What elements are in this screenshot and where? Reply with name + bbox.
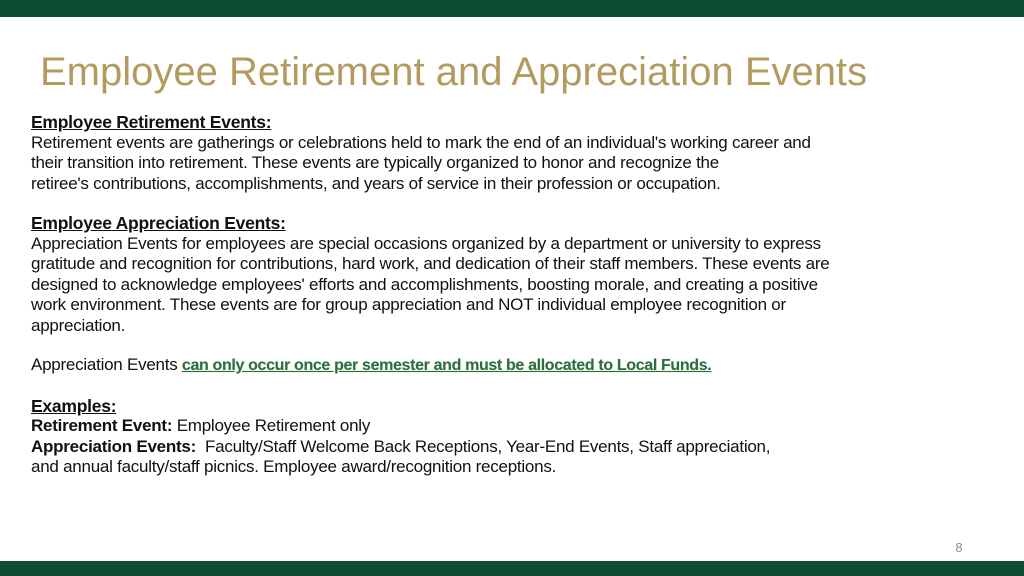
page-number: 8 [955, 540, 963, 555]
appreciation-line-3: designed to acknowledge employees' efforts and accomplishments, boosting morale, and creating a positive [31, 274, 818, 294]
bottom-accent-bar [0, 561, 1024, 576]
rule-prefix: Appreciation Events [31, 355, 182, 374]
example-appreciation-continued: and annual faculty/staff picnics. Employee award/recognition receptions. [31, 457, 557, 476]
examples-heading: Examples: [31, 395, 117, 416]
appreciation-line-5: appreciation. [31, 315, 126, 335]
example-appreciation [31, 437, 971, 458]
appreciation-line-2: gratitude and recognition for contributions, hard work, and dedication of their staff members. These events are [31, 254, 830, 273]
example-appreciation-label: Appreciation Events: [31, 436, 197, 456]
example-retirement-label: Retirement Event: [31, 416, 173, 435]
example-appreciation-text: Faculty/Staff Welcome Back Receptions, Year-End Events, Staff appreciation, [196, 436, 771, 456]
retirement-line-3: retiree's contributions, accomplishments, and years of service in their profession or occupation. [31, 173, 721, 193]
spacer [31, 377, 971, 396]
spacer [31, 194, 971, 213]
rule-statement [31, 355, 971, 377]
appreciation-line-1: Appreciation Events for employees are special occasions organized by a department or university to express [31, 233, 821, 253]
example-retirement [31, 416, 971, 437]
top-accent-bar [0, 0, 1024, 17]
appreciation-heading: Employee Appreciation Events: [31, 213, 286, 233]
retirement-heading: Employee Retirement Events: [31, 112, 272, 132]
spacer [31, 336, 971, 355]
retirement-line-1: Retirement events are gatherings or celebrations held to mark the end of an individual's working career and [31, 132, 811, 152]
example-retirement-text: Employee Retirement only [172, 416, 371, 435]
retirement-line-2: their transition into retirement. These events are typically organized to honor and recognize the [31, 153, 719, 172]
slide-title: Employee Retirement and Appreciation Events [40, 50, 868, 94]
rule-highlight: can only occur once per semester and must be allocated to Local Funds. [181, 357, 712, 374]
slide-content [31, 112, 971, 478]
appreciation-line-4: work environment. These events are for group appreciation and NOT individual employee recognition or [31, 295, 786, 314]
